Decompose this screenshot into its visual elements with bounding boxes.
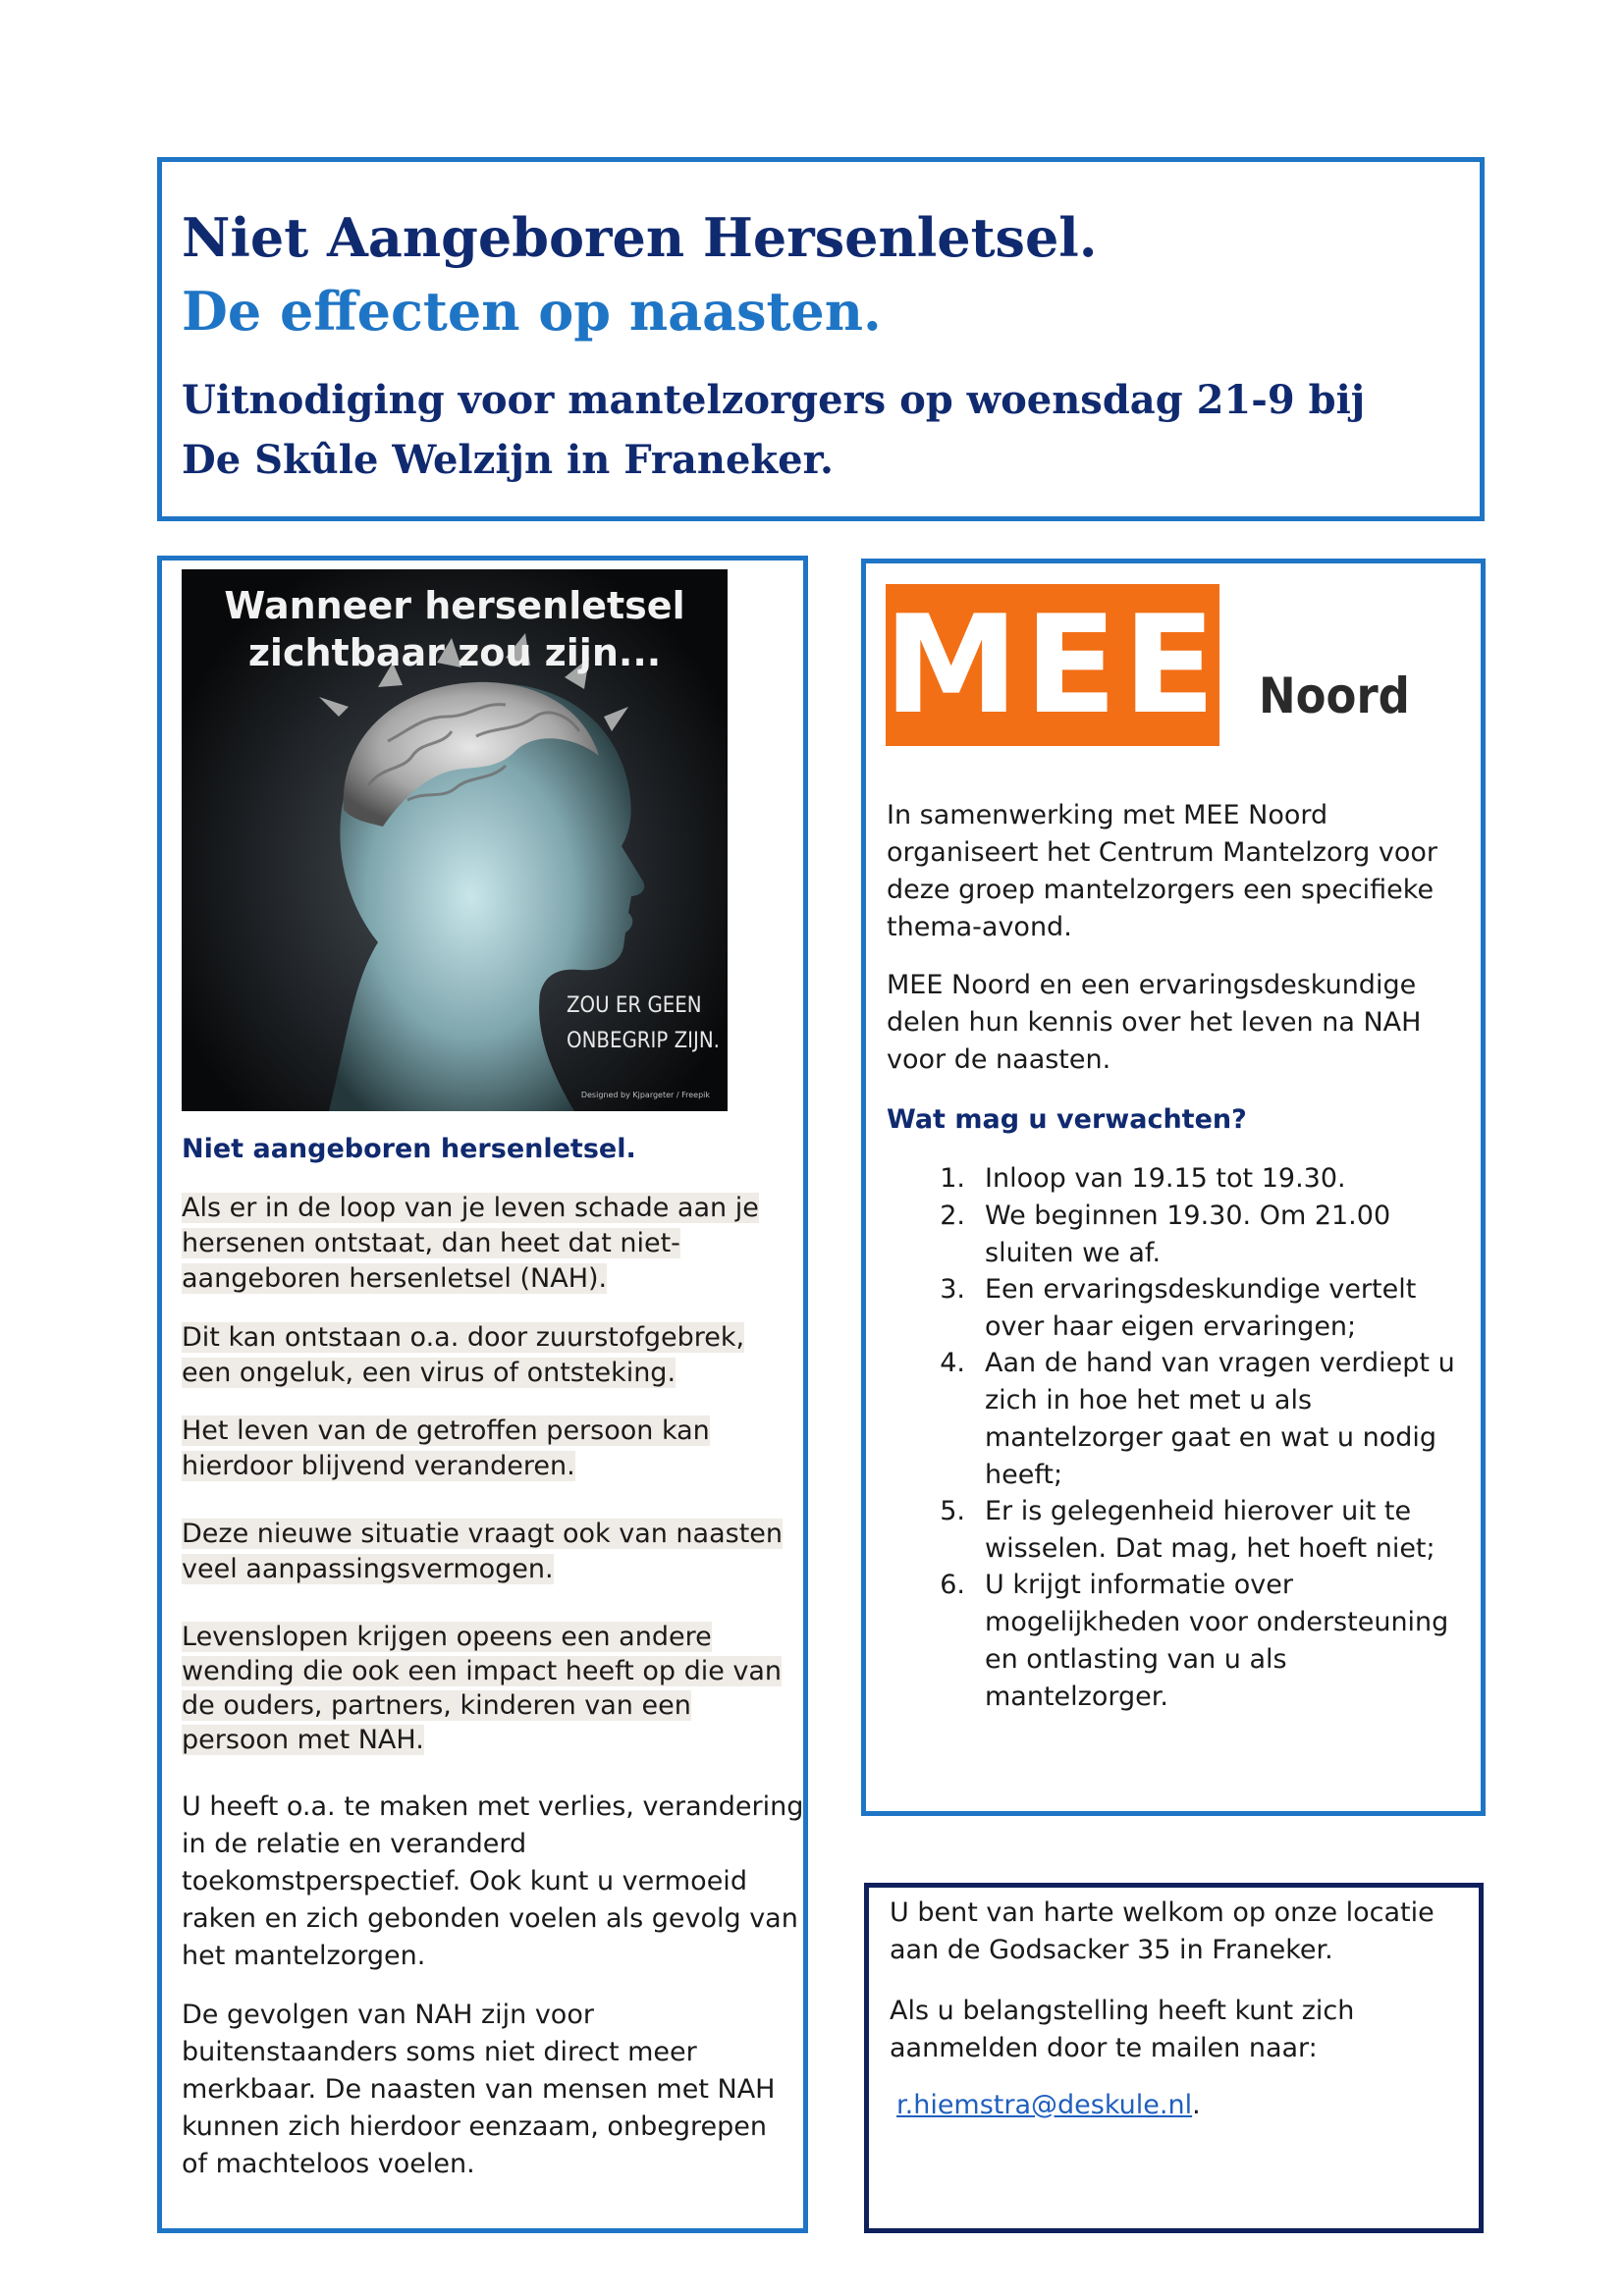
list-item-number: 4. [940,1348,965,1378]
poster-tagline-2: ONBEGRIP ZIJN. [567,1029,720,1053]
page-title: Niet Aangeboren Hersenletsel. [182,206,1098,269]
mee-logo-noord: Noord [1259,667,1410,724]
poster-headline-2: zichtbaar zou zijn... [247,631,662,674]
contact-paragraph-1: U bent van harte welkom op onze locatie aan de Godsacker 35 in Franeker. [890,1897,1435,1965]
poster-credit: Designed by Kjpargeter / Freepik [580,1091,710,1099]
right-paragraph-2: MEE Noord en een ervaringsdeskundige delen hun kennis over het leven na NAH voor de naasten. [887,970,1422,1075]
left-subheading: Niet aangeboren hersenletsel. [182,1134,636,1164]
list-item: Er is gelegenheid hierover uit te wisselen. Dat mag, het hoeft niet; [985,1496,1435,1564]
expectations-heading: Wat mag u verwachten? [887,1104,1247,1135]
list-item: Inloop van 19.15 tot 19.30. [985,1163,1346,1194]
list-item-number: 5. [940,1496,965,1526]
right-paragraph-1: In samenwerking met MEE Noord organiseert het Centrum Mantelzorg voor deze groep mantelzorgers een specifieke thema-avond. [887,800,1437,942]
list-item: Een ervaringsdeskundige vertelt over haar eigen ervaringen; [985,1274,1417,1342]
contact-paragraph-2: Als u belangstelling heeft kunt zich aanmelden door te mailen naar: [890,1996,1355,2063]
list-item-number: 2. [940,1201,965,1231]
poster-headline-1: Wanneer hersenletsel [224,584,685,627]
left-paragraph-6: U heeft o.a. te maken met verlies, verandering in de relatie en veranderd toekomstperspectief. Ook kunt u vermoeid raken en zich gebonden voelen als gevolg van het mantelzorgen. [182,1791,804,1971]
left-paragraph-3: Het leven van de getroffen persoon kan hierdoor blijvend veranderen. [182,1415,710,1481]
list-item-number: 3. [940,1274,965,1305]
left-paragraph-5: Levenslopen krijgen opeens een andere wending die ook een impact heeft op die van de ouders, partners, kinderen van een persoon met NAH. [182,1622,783,1755]
invitation-line-1: Uitnodiging voor mantelzorgers op woensdag 21-9 bij [182,377,1366,423]
mee-logo [886,584,1219,746]
list-item: U krijgt informatie over mogelijkheden voor ondersteuning en ontlasting van u als mantelzorger. [985,1570,1449,1712]
poster-tagline-1: ZOU ER GEEN [567,993,702,1018]
list-item: We beginnen 19.30. Om 21.00 sluiten we af. [985,1201,1391,1268]
mee-logo-text: MEE [884,586,1221,744]
list-item-number: 6. [940,1570,965,1600]
left-paragraph-4: Deze nieuwe situatie vraagt ook van naasten veel aanpassingsvermogen. [182,1519,784,1584]
list-item-number: 1. [940,1163,965,1194]
contact-email: r.hiemstra@deskule.nl. [896,2090,1201,2120]
email-link[interactable]: r.hiemstra@deskule.nl [896,2090,1193,2120]
invitation-line-2: De Skûle Welzijn in Franeker. [182,437,834,483]
page-subtitle: De effecten op naasten. [182,280,882,343]
left-paragraph-1: Als er in de loop van je leven schade aan je hersenen ontstaat, dan heet dat niet- aangeboren hersenletsel (NAH). [182,1193,759,1294]
left-paragraph-7: De gevolgen van NAH zijn voor buitenstaanders soms niet direct meer merkbaar. De naasten van mensen met NAH kunnen zich hierdoor eenzaam, onbegrepen of machteloos voelen. [182,2000,776,2179]
brain-poster-image [182,569,728,1111]
left-paragraph-2: Dit kan ontstaan o.a. door zuurstofgebrek, een ongeluk, een virus of ontsteking. [182,1322,745,1388]
list-item: Aan de hand van vragen verdiept u zich in hoe het met u als mantelzorger gaat en wat u nodig heeft; [985,1348,1455,1490]
